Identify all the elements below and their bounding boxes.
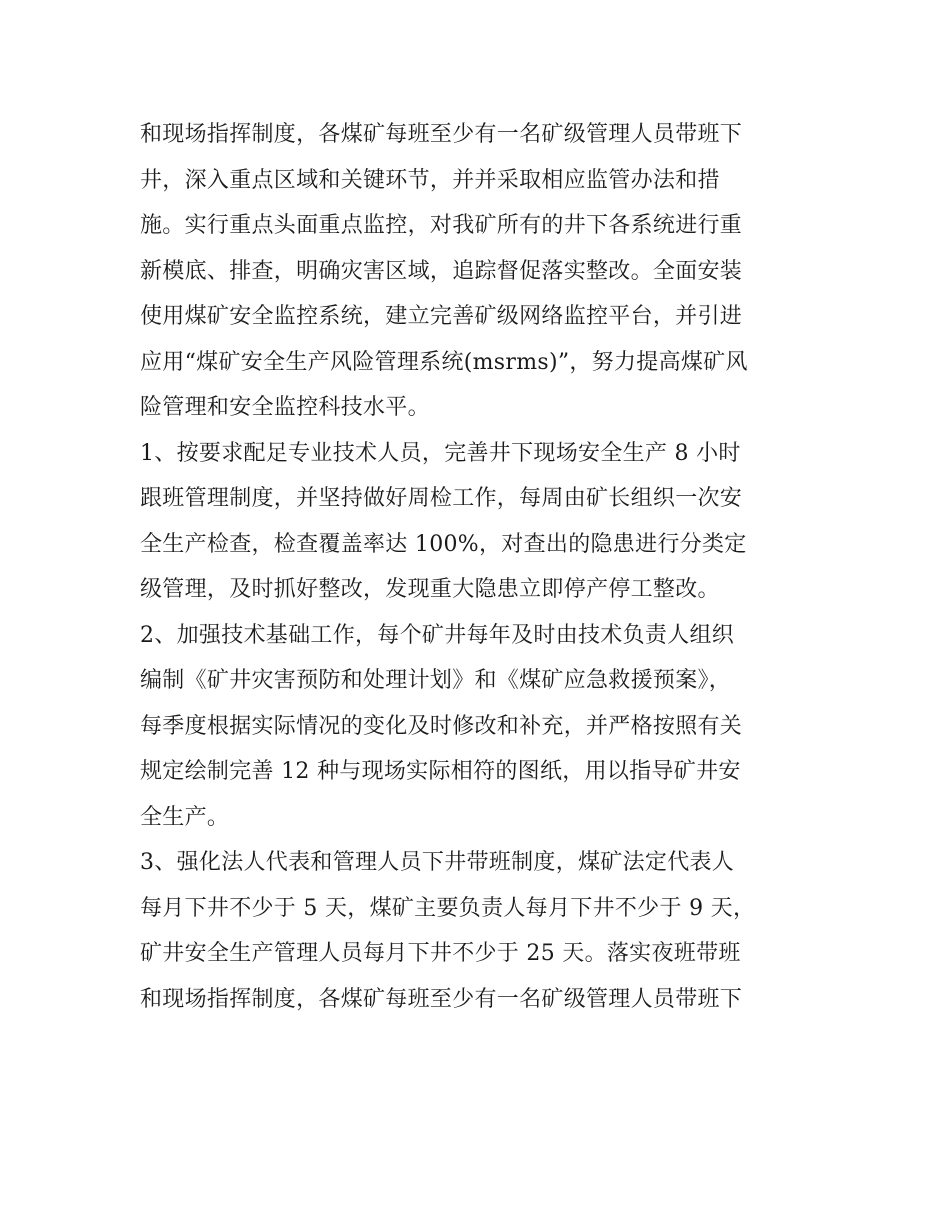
text-line: 全生产。 bbox=[140, 804, 230, 830]
text-line: 井，深入重点区域和关键环节，并并采取相应监管办法和措 bbox=[140, 167, 720, 193]
list-item-1-line: 1、按要求配足专业技术人员，完善井下现场安全生产 8 小时 bbox=[140, 440, 741, 466]
document-body bbox=[140, 112, 830, 1022]
text-line: 每季度根据实际情况的变化及时修改和补充，并严格按照有关 bbox=[140, 713, 743, 739]
list-item-3-line: 3、强化法人代表和管理人员下井带班制度，煤矿法定代表人 bbox=[140, 850, 735, 875]
text-line: 应用“煤矿安全生产风险管理系统(msrms)”，努力提高煤矿风 bbox=[140, 349, 748, 375]
text-line: 全生产检查，检查覆盖率达 100%，对查出的隐患进行分类定 bbox=[140, 531, 747, 557]
text-line: 险管理和安全监控科技水平。 bbox=[140, 395, 430, 420]
list-item-2-line: 2、加强技术基础工作，每个矿井每年及时由技术负责人组织 bbox=[140, 622, 735, 648]
text-line: 级管理，及时抓好整改，发现重大隐患立即停产停工整改。 bbox=[140, 577, 720, 602]
text-line: 跟班管理制度，并坚持做好周检工作，每周由矿长组织一次安 bbox=[140, 486, 743, 511]
text-line: 和现场指挥制度，各煤矿每班至少有一名矿级管理人员带班下 bbox=[140, 122, 743, 147]
text-line: 新模底、排查，明确灾害区域，追踪督促落实整改。全面安装 bbox=[140, 258, 743, 284]
text-line: 和现场指挥制度，各煤矿每班至少有一名矿级管理人员带班下 bbox=[140, 986, 743, 1012]
text-line: 每月下井不少于 5 天，煤矿主要负责人每月下井不少于 9 天， bbox=[140, 895, 756, 921]
text-line: 编制《矿井灾害预防和处理计划》和《煤矿应急救援预案》， bbox=[140, 668, 732, 693]
text-line: 使用煤矿安全监控系统，建立完善矿级网络监控平台，并引进 bbox=[140, 304, 743, 329]
text-line: 施。实行重点头面重点监控，对我矿所有的井下各系统进行重 bbox=[140, 213, 743, 238]
text-line: 矿井安全生产管理人员每月下井不少于 25 天。落实夜班带班 bbox=[140, 941, 741, 966]
text-line: 规定绘制完善 12 种与现场实际相符的图纸，用以指导矿井安 bbox=[140, 759, 741, 784]
